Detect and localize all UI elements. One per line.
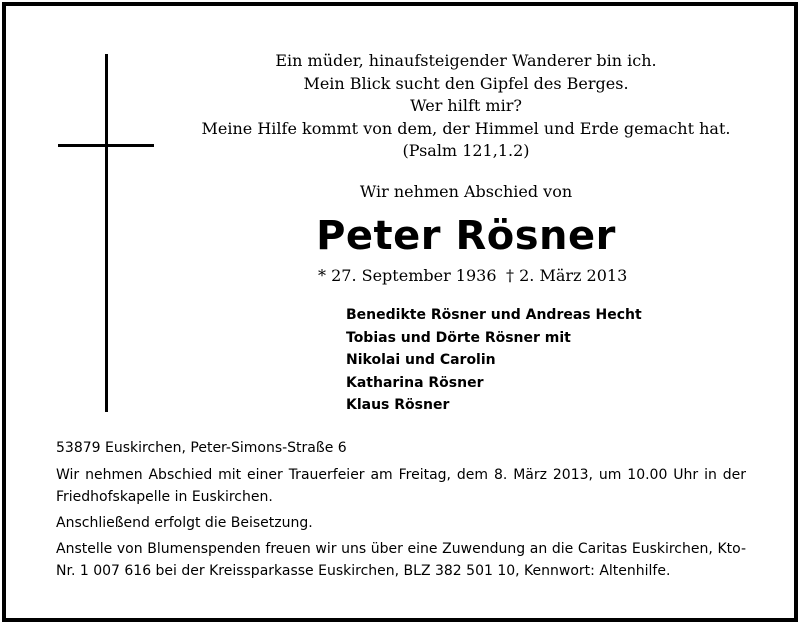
- verse-citation: (Psalm 121,1.2): [402, 141, 530, 160]
- death-date: † 2. März 2013: [506, 266, 628, 285]
- donation-text: Anstelle von Blumenspenden freuen wir uns über eine Zuwendung an die Caritas Euskirchen, Kto-Nr. 1 007 616 bei der Kreissparkasse Euskirchen, BLZ 382 501 10, Kennwort: Altenhilfe.: [56, 541, 746, 579]
- obituary-notice: [2, 2, 798, 622]
- birth-date: * 27. September 1936: [318, 266, 497, 285]
- mourner: Klaus Rösner: [346, 397, 450, 413]
- verse-line: Ein müder, hinaufsteigender Wanderer bin ich.: [275, 51, 657, 70]
- cross-icon-vertical: [105, 54, 108, 412]
- notice-details: [56, 438, 746, 586]
- deceased-name: Peter Rösner: [316, 213, 616, 259]
- ceremony-text: Wir nehmen Abschied mit einer Trauerfeier am Freitag, dem 8. März 2013, um 10.00 Uhr in der Friedhofskapelle in Euskirchen.: [56, 467, 746, 505]
- mourner: Nikolai und Carolin: [346, 352, 496, 368]
- verse-line: Mein Blick sucht den Gipfel des Berges.: [303, 73, 629, 93]
- address: 53879 Euskirchen, Peter-Simons-Straße 6: [56, 440, 347, 456]
- mourners-list: [346, 304, 642, 417]
- burial-text: Anschließend erfolgt die Beisetzung.: [56, 515, 313, 531]
- mourner: Benedikte Rösner und Andreas Hecht: [346, 307, 642, 323]
- psalm-verse: [166, 50, 766, 163]
- cross-icon-horizontal: [58, 144, 154, 147]
- verse-line: Wer hilft mir?: [410, 96, 522, 115]
- mourner: Tobias und Dörte Rösner mit: [346, 329, 571, 346]
- verse-line: Meine Hilfe kommt von dem, der Himmel und Erde gemacht hat.: [201, 118, 731, 138]
- farewell-intro: Wir nehmen Abschied von: [359, 182, 573, 201]
- mourner: Katharina Rösner: [346, 374, 484, 391]
